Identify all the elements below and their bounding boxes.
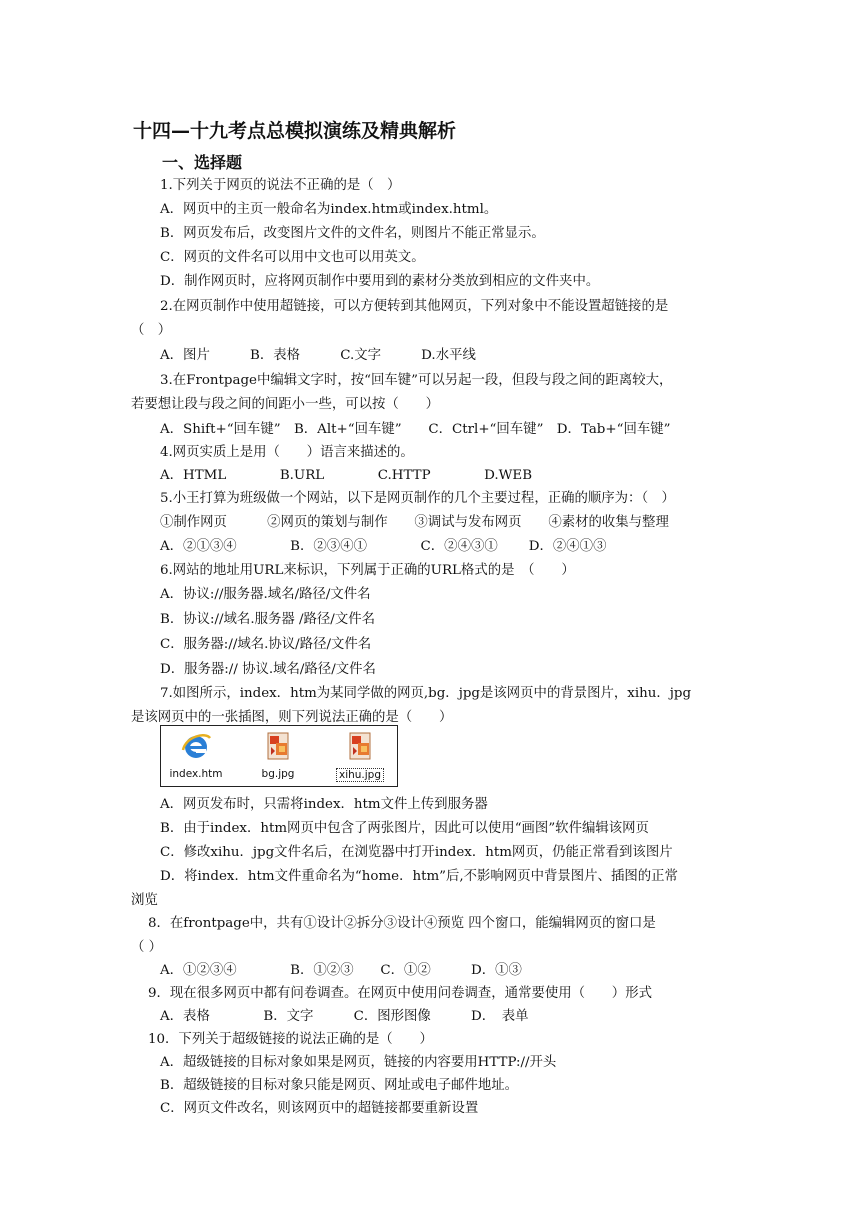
question-7: 7.如图所示，index．htm为某同学做的网页,bg．jpg是该网页中的背景图片，xihu．jpg	[160, 686, 692, 701]
file-item	[163, 730, 229, 780]
option-7d-cont: 浏览	[131, 893, 158, 908]
option-6a: A．协议://服务器.域名/路径/文件名	[160, 587, 371, 602]
option-1b: B．网页发布后，改变图片文件的文件名，则图片不能正常显示。	[160, 226, 545, 241]
image-file-icon	[262, 730, 294, 762]
option-6c: C．服务器://域名.协议/路径/文件名	[160, 637, 372, 652]
option-7a: A．网页发布时，只需将index．htm文件上传到服务器	[160, 797, 488, 812]
file-name: xihu.jpg	[336, 768, 384, 782]
option-7c: C．修改xihu．jpg文件名后，在浏览器中打开index．htm网页，仍能正常看到该图片	[160, 845, 673, 860]
options-3: A．Shift+“回车键” B．Alt+“回车键” C．Ctrl+“回车键” D．Tab+“回车键”	[160, 422, 671, 437]
options-5: A．②①③④ B．②③④① C．②④③① D．②④①③	[160, 539, 607, 554]
question-2-cont: （ ）	[131, 323, 172, 338]
question-5-steps: ①制作网页 ②网页的策划与制作 ③调试与发布网页 ④素材的收集与整理	[160, 515, 669, 530]
question-4: 4.网页实质上是用（ ）语言来描述的。	[160, 445, 414, 460]
option-10c: C．网页文件改名，则该网页中的超链接都要重新设置	[160, 1101, 479, 1116]
options-9: A．表格 B．文字 C．图形图像 D． 表单	[160, 1009, 529, 1024]
question-3-cont: 若要想让段与段之间的间距小一些，可以按（ ）	[131, 397, 439, 412]
option-10b: B．超级链接的目标对象只能是网页、网址或电子邮件地址。	[160, 1078, 518, 1093]
question-1: 1.下列关于网页的说法不正确的是（ ）	[160, 178, 401, 193]
option-6b: B．协议://域名.服务器 /路径/文件名	[160, 612, 375, 627]
file-item	[327, 730, 393, 782]
question-9: 9．现在很多网页中都有问卷调查。在网页中使用问卷调查，通常要使用（ ）形式	[148, 986, 652, 1001]
section-heading: 一、选择题	[162, 153, 243, 172]
question-7-cont: 是该网页中的一张插图，则下列说法正确的是（ ）	[131, 710, 453, 725]
option-6d: D．服务器:// 协议.域名/路径/文件名	[160, 662, 376, 677]
file-name: index.htm	[169, 768, 223, 780]
options-8: A．①②③④ B．①②③ C．①② D．①③	[160, 963, 522, 978]
ie-icon	[180, 730, 212, 762]
file-name: bg.jpg	[261, 768, 295, 780]
question-8-cont: （ ）	[131, 940, 163, 955]
options-4: A．HTML B.URL C.HTTP D.WEB	[160, 468, 533, 483]
option-10a: A．超级链接的目标对象如果是网页，链接的内容要用HTTP://开头	[160, 1055, 557, 1070]
option-1c: C．网页的文件名可以用中文也可以用英文。	[160, 250, 425, 265]
question-2: 2.在网页制作中使用超链接，可以方便转到其他网页，下列对象中不能设置超链接的是	[160, 299, 669, 314]
option-1a: A．网页中的主页一般命名为index.htm或index.html。	[160, 202, 498, 217]
option-1d: D．制作网页时，应将网页制作中要用到的素材分类放到相应的文件夹中。	[160, 274, 600, 289]
page-title: 十四—十九考点总模拟演练及精典解析	[133, 120, 457, 142]
option-7b: B．由于index．htm网页中包含了两张图片，因此可以使用“画图”软件编辑该网页	[160, 821, 649, 836]
question-5: 5.小王打算为班级做一个网站，以下是网页制作的几个主要过程，正确的顺序为：（ ）	[160, 491, 675, 506]
question-10: 10．下列关于超级链接的说法正确的是（ ）	[148, 1032, 433, 1047]
image-file-icon	[344, 730, 376, 762]
file-item	[245, 730, 311, 780]
question-8: 8．在frontpage中，共有①设计②拆分③设计④预览 四个窗口，能编辑网页的窗口是	[148, 916, 656, 931]
question-3: 3.在Frontpage中编辑文字时，按“回车键”可以另起一段，但段与段之间的距离较大，	[160, 373, 673, 388]
option-7d: D．将index．htm文件重命名为“home．htm”后,不影响网页中背景图片、插图的正常	[160, 869, 678, 884]
options-2: A．图片 B．表格 C.文字 D.水平线	[160, 348, 476, 363]
file-icons-figure	[160, 725, 398, 787]
question-6: 6.网站的地址用URL来标识，下列属于正确的URL格式的是 （ ）	[160, 563, 575, 578]
